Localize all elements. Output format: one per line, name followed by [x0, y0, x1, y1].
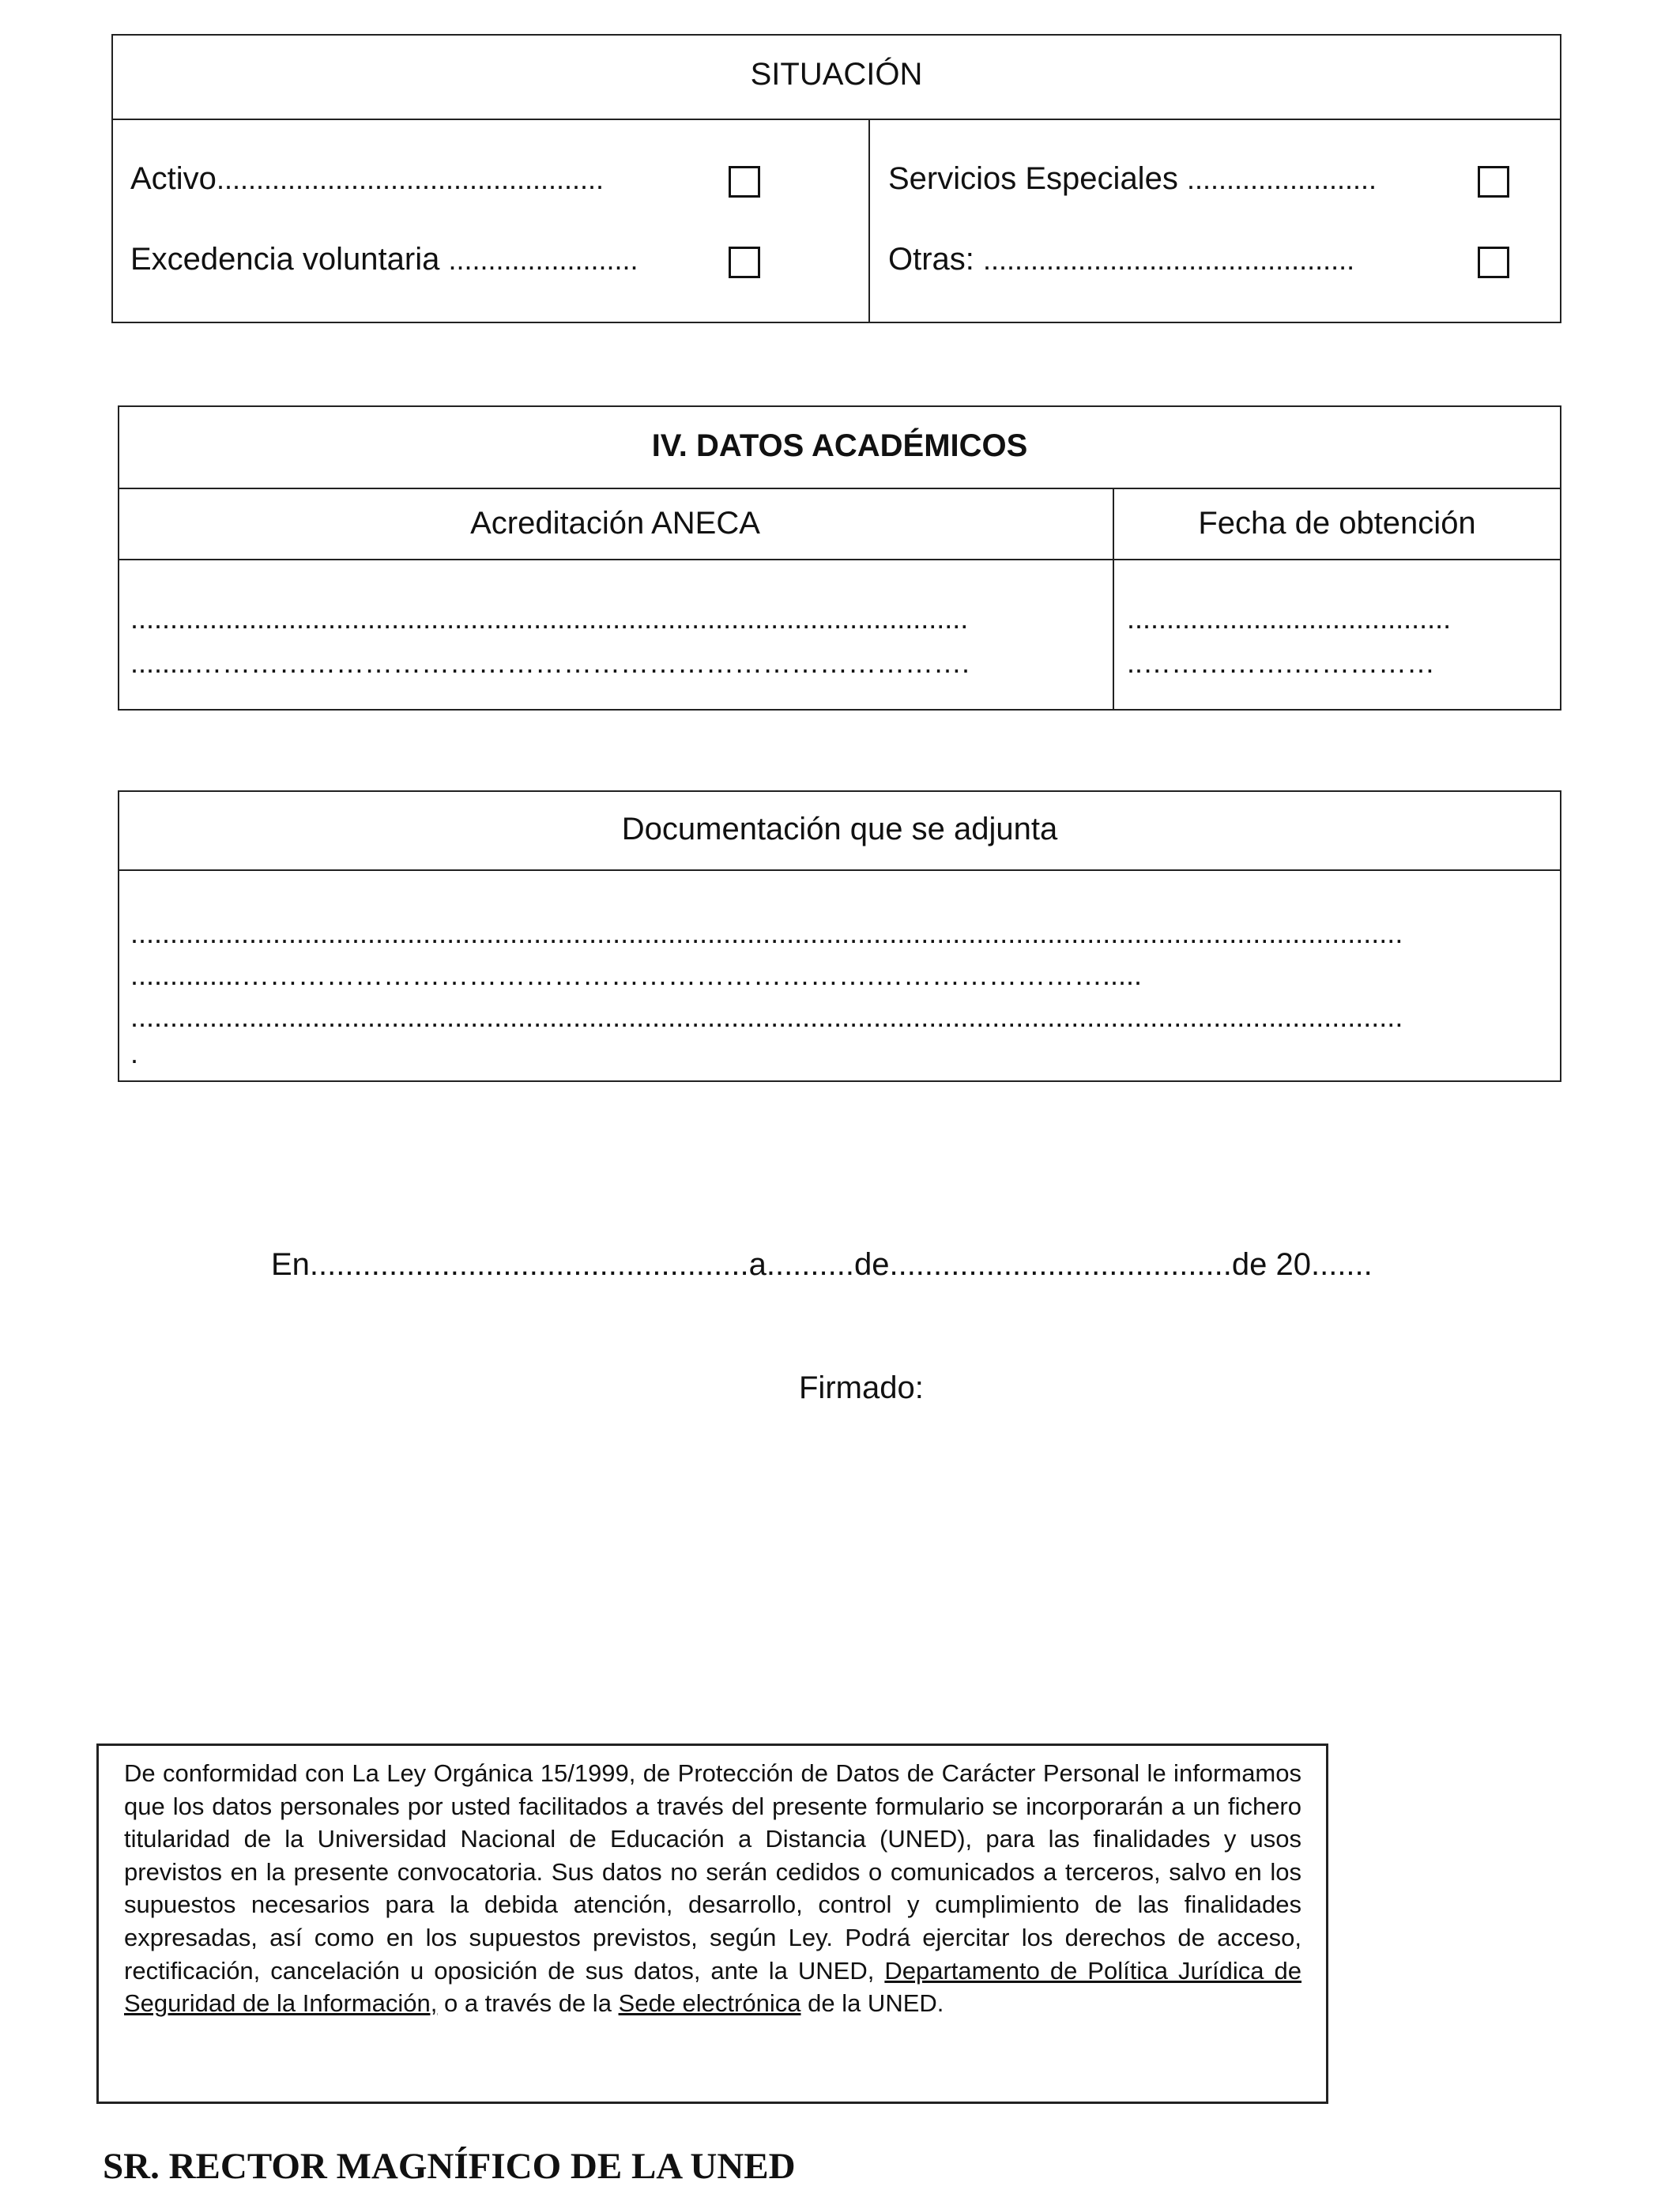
fecha-obtencion-header: Fecha de obtención [1198, 506, 1476, 541]
place-date-line: En..................................................a..........de.......................................de 20....... [271, 1247, 1373, 1282]
otras-row [888, 242, 1473, 277]
excedencia-dots: ........................ [448, 243, 638, 276]
legal-text-middle: o a través de la [437, 1989, 619, 2018]
servicios-row [888, 161, 1473, 197]
situacion-title: SITUACIÓN [750, 57, 923, 92]
academicos-header-divider [118, 559, 1561, 560]
legal-notice-text [124, 1757, 1301, 2020]
academicos-title-divider [118, 488, 1561, 489]
sede-electronica-link[interactable]: Sede electrónica [618, 1989, 801, 2018]
acreditacion-line-1: .......................................................................................................... [130, 602, 969, 635]
documentacion-line-4: . [130, 1037, 139, 1069]
activo-row [130, 161, 723, 197]
otras-dots: ............................................... [983, 243, 1355, 276]
signed-label: Firmado: [799, 1370, 924, 1405]
documentacion-line-2: ..............………………………………………………………….……………………..... [130, 959, 1143, 991]
documentacion-divider [118, 869, 1561, 871]
activo-dots: ................................................. [216, 163, 605, 195]
servicios-dots: ........................ [1186, 163, 1377, 195]
documentacion-line-3: ................................................................................................................................................................. [130, 1001, 1403, 1033]
servicios-label: Servicios Especiales [888, 161, 1178, 196]
fecha-line-1: ......................................... [1127, 602, 1452, 635]
recipient-heading: SR. RECTOR MAGNÍFICO DE LA UNED [103, 2146, 796, 2187]
excedencia-label: Excedencia voluntaria [130, 242, 440, 277]
activo-label: Activo [130, 161, 217, 196]
acreditacion-aneca-header: Acreditación ANECA [470, 506, 760, 541]
documentacion-line-1: ................................................................................................................................................................. [130, 917, 1403, 949]
fecha-line-2: ..…………….…………… [1127, 647, 1436, 679]
otras-checkbox[interactable] [1478, 247, 1509, 278]
academicos-title: IV. DATOS ACADÉMICOS [651, 428, 1028, 463]
excedencia-row [130, 242, 723, 277]
legal-text-after: de la UNED. [800, 1989, 944, 2018]
activo-checkbox[interactable] [729, 166, 760, 198]
situacion-divider [111, 119, 1561, 120]
documentacion-title: Documentación que se adjunta [621, 812, 1058, 846]
servicios-checkbox[interactable] [1478, 166, 1509, 198]
excedencia-checkbox[interactable] [729, 247, 760, 278]
acreditacion-line-2: ........………………………………………………………………………. [130, 647, 970, 679]
situacion-column-divider [868, 119, 870, 323]
policy-department-link[interactable]: Departamento de Política Jurídica de Seguridad de la Información, [124, 1956, 1302, 2018]
otras-label: Otras: [888, 242, 974, 277]
legal-text-before: De conformidad con La Ley Orgánica 15/1999, de Protección de Datos de Carácter Personal le informamos que los datos personales por usted facilitados a través del presente formulario se incorporarán a un fichero titularidad de la Universidad Nacional de Educación a Distancia (UNED), para las finalidades y usos previstos en la presente convocatoria. Sus datos no serán cedidos o comunicados a terceros, salvo en los supuestos necesarios para la debida atención, desarrollo, control y cumplimiento de las finalidades expresadas, así como en los supuestos previstos, según Ley. Podrá ejercitar los derechos de acceso, rectificación, cancelación u oposición de sus datos, ante la UNED, [124, 1759, 1301, 1985]
